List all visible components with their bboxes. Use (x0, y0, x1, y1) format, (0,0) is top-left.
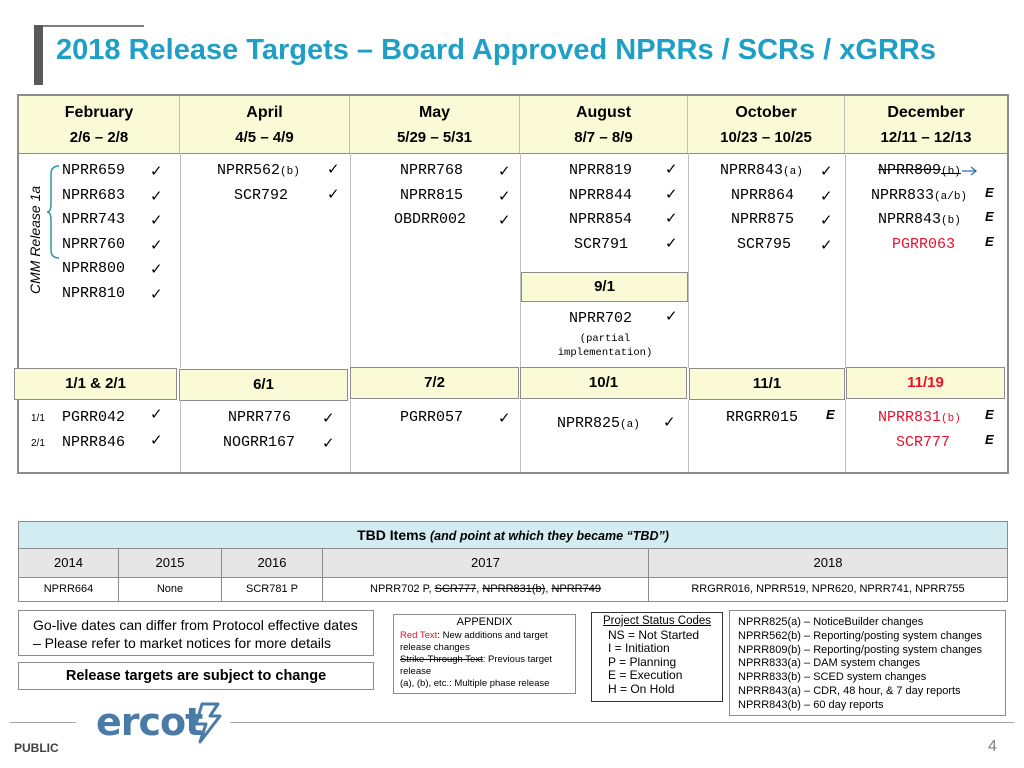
release-item: NPRR810 (62, 285, 126, 302)
release-item: NPRR743 (62, 211, 126, 228)
check-icon: ✓ (498, 162, 511, 180)
check-icon: ✓ (150, 285, 163, 303)
date-box: 6/1 (179, 369, 348, 401)
page-number: 4 (988, 738, 997, 755)
lightning-logo-icon (192, 700, 224, 746)
release-item: NPRR562(b) (217, 162, 300, 179)
check-icon: ✓ (820, 162, 833, 180)
footer-rule (230, 722, 1014, 723)
tbd-year: 2014 (18, 549, 119, 578)
check-icon: ✓ (327, 160, 340, 178)
tbd-year: 2015 (119, 549, 222, 578)
col-divider (520, 153, 521, 368)
subject-to-change-note: Release targets are subject to change (18, 662, 374, 690)
execution-status-badge: E (985, 407, 994, 422)
date-box: 11/1 (689, 368, 845, 400)
col-divider (845, 153, 846, 368)
col-divider (180, 153, 181, 368)
partial-note: (partial implementation) (557, 333, 653, 359)
phase-definitions-box: NPRR825(a) – NoticeBuilder changes NPRR562(b) – Reporting/posting system changes NPRR809(b) – Reporting/posting system changes NPRR833(a) – DAM system changes NPRR833(b) – SCED system changes NPRR843(a) – CDR, 48 hour, & 7 day reports NPRR843(b) – 60 day reports (729, 610, 1006, 716)
release-item: PGRR042 (62, 409, 126, 426)
col-divider (688, 153, 689, 368)
col-divider (845, 400, 846, 472)
release-item: OBDRR002 (394, 211, 467, 228)
status-codes-box: Project Status Codes NS = Not Started I = Initiation P = Planning E = Execution H = On Hold (591, 612, 723, 702)
release-item: NPRR864 (731, 187, 795, 204)
tbd-value: SCR781 P (222, 578, 323, 602)
release-item: RRGRR015 (726, 409, 799, 426)
col-divider (350, 153, 351, 368)
date-box: 7/2 (350, 367, 519, 399)
col-divider (520, 400, 521, 472)
month-header-february: February 2/6 – 2/8 (19, 96, 180, 153)
date-box: 10/1 (520, 367, 687, 399)
execution-status-badge: E (985, 209, 994, 224)
tbd-year: 2017 (323, 549, 649, 578)
date-label: 1/1 (31, 413, 45, 424)
check-icon: ✓ (498, 211, 511, 229)
release-item: NPRR843(a) (720, 162, 803, 179)
release-item-new: PGRR063 (892, 236, 956, 253)
release-item-new: SCR777 (896, 434, 951, 451)
execution-status-badge: E (826, 407, 835, 422)
month-header-october: October 10/23 – 10/25 (688, 96, 845, 153)
execution-status-badge: E (985, 234, 994, 249)
col-divider (688, 400, 689, 472)
release-item: SCR791 (574, 236, 629, 253)
release-item: NPRR683 (62, 187, 126, 204)
tbd-value: NPRR702 P, SCR777, NPRR831(b), NPRR749 (323, 578, 649, 602)
bracket-icon (47, 164, 61, 260)
release-item: SCR795 (737, 236, 792, 253)
title-accent-bar (34, 25, 43, 85)
release-item: NPRR702 (569, 310, 633, 327)
cmm-release-label: CMM Release 1a (27, 185, 43, 294)
tbd-value: None (119, 578, 222, 602)
release-item: NPRR843(b) (878, 211, 961, 228)
date-box-new: 11/19 (846, 367, 1005, 399)
check-icon: ✓ (327, 185, 340, 203)
release-item: NPRR854 (569, 211, 633, 228)
execution-status-badge: E (985, 185, 994, 200)
release-item-struck: NPRR809(b) (878, 162, 961, 179)
date-label: 2/1 (31, 438, 45, 449)
golive-note: Go-live dates can differ from Protocol effective dates – Please refer to market notices for more details (18, 610, 374, 656)
release-item: NPRR760 (62, 236, 126, 253)
month-header-december: December 12/11 – 12/13 (845, 96, 1007, 153)
check-icon: ✓ (820, 236, 833, 254)
month-header-april: April 4/5 – 4/9 (180, 96, 350, 153)
tbd-year: 2018 (649, 549, 1008, 578)
tbd-year: 2016 (222, 549, 323, 578)
header-divider (19, 153, 1007, 154)
release-item: NPRR800 (62, 260, 126, 277)
release-item: NPRR815 (400, 187, 464, 204)
check-icon: ✓ (322, 434, 335, 452)
execution-status-badge: E (985, 432, 994, 447)
public-label: PUBLIC (14, 741, 59, 755)
appendix-box: APPENDIX Red Text: New additions and target release changes Strike-Through Text: Previous target release (a), (b), etc.: Multiple phase release (393, 614, 576, 694)
month-header-may: May 5/29 – 5/31 (350, 96, 520, 153)
release-item: NPRR846 (62, 434, 126, 451)
release-item: NOGRR167 (223, 434, 296, 451)
check-icon: ✓ (665, 209, 678, 227)
release-item: NPRR825(a) (557, 415, 640, 432)
tbd-value: NPRR664 (18, 578, 119, 602)
check-icon: ✓ (820, 187, 833, 205)
check-icon: ✓ (665, 234, 678, 252)
check-icon: ✓ (665, 307, 678, 325)
check-icon: ✓ (665, 160, 678, 178)
release-item: NPRR659 (62, 162, 126, 179)
release-item: NPRR844 (569, 187, 633, 204)
page-title: 2018 Release Targets – Board Approved NPRRs / SCRs / xGRRs (56, 34, 936, 66)
check-icon: ✓ (322, 409, 335, 427)
check-icon: ✓ (150, 405, 163, 423)
check-icon: ✓ (663, 413, 676, 431)
release-item: NPRR776 (228, 409, 292, 426)
release-item: NPRR768 (400, 162, 464, 179)
check-icon: ✓ (150, 211, 163, 229)
check-icon: ✓ (150, 187, 163, 205)
footer-rule (10, 722, 76, 723)
title-rule (34, 25, 144, 27)
col-divider (180, 400, 181, 472)
check-icon: ✓ (498, 187, 511, 205)
release-item: NPRR833(a/b) (871, 187, 968, 204)
release-item: NPRR819 (569, 162, 633, 179)
release-item: SCR792 (234, 187, 289, 204)
tbd-value: RRGRR016, NPRR519, NPR620, NPRR741, NPRR755 (649, 578, 1008, 602)
col-divider (350, 400, 351, 472)
date-box: 1/1 & 2/1 (14, 368, 177, 400)
check-icon: ✓ (820, 211, 833, 229)
check-icon: ✓ (150, 260, 163, 278)
release-item-new: NPRR831(b) (878, 409, 961, 426)
release-item: NPRR875 (731, 211, 795, 228)
check-icon: ✓ (150, 236, 163, 254)
tbd-header: TBD Items (and point at which they became “TBD”) (18, 521, 1008, 549)
arrow-right-icon (962, 166, 978, 176)
check-icon: ✓ (665, 185, 678, 203)
check-icon: ✓ (150, 431, 163, 449)
check-icon: ✓ (150, 162, 163, 180)
release-item: PGRR057 (400, 409, 464, 426)
check-icon: ✓ (498, 409, 511, 427)
month-header-august: August 8/7 – 8/9 (520, 96, 688, 153)
date-box-9-1: 9/1 (521, 272, 688, 302)
ercot-logo: ercot (96, 700, 203, 744)
